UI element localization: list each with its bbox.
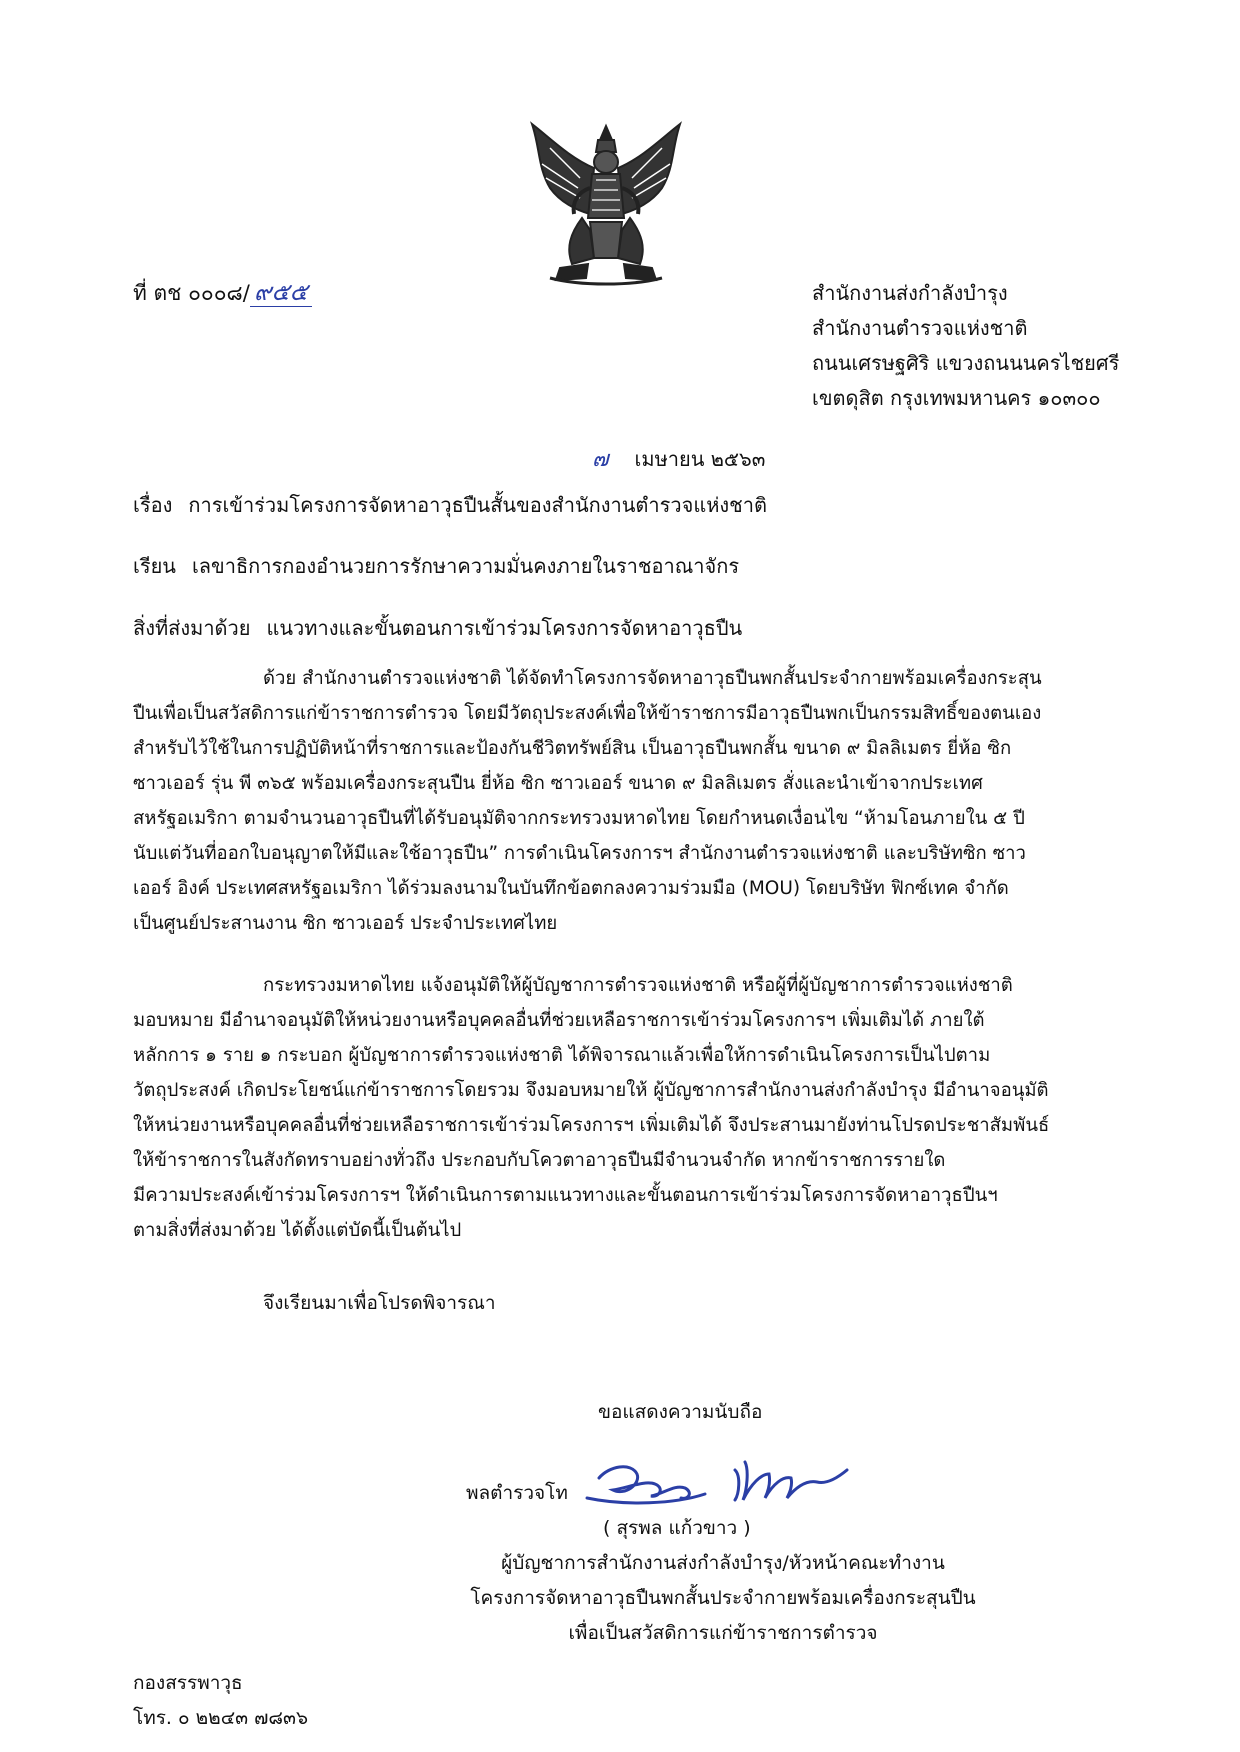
enclosure-field bbox=[133, 612, 742, 644]
document-number bbox=[133, 272, 312, 311]
paragraph-line: เออร์ อิงค์ ประเทศสหรัฐอเมริกา ได้ร่วมลงนามในบันทึกข้อตกลงความร่วมมือ (MOU) โดยบริษัท ฟิกซ์เทค จำกัด bbox=[133, 878, 1009, 899]
address-line: ถนนเศรษฐศิริ แขวงถนนนครไชยศรี bbox=[812, 351, 1120, 375]
address-line: เขตดุสิต กรุงเทพมหานคร ๑๐๓๐๐ bbox=[812, 386, 1101, 410]
body-paragraph-2 bbox=[133, 968, 1137, 1248]
sender-address bbox=[812, 276, 1119, 416]
recipient-field bbox=[133, 550, 739, 582]
address-line: สำนักงานตำรวจแห่งชาติ bbox=[812, 316, 1028, 340]
paragraph-line: ด้วย สำนักงานตำรวจแห่งชาติ ได้จัดทำโครงการจัดหาอาวุธปืนพกสั้นประจำกายพร้อมเครื่องกระสุน bbox=[263, 668, 1042, 689]
signer-position-line: ผู้บัญชาการสำนักงานส่งกำลังบำรุง/หัวหน้าคณะทำงาน bbox=[501, 1552, 945, 1574]
garuda-emblem-icon bbox=[520, 118, 692, 286]
date-month-year: เมษายน ๒๕๖๓ bbox=[634, 447, 766, 471]
paragraph-line: ตามสิ่งที่ส่งมาด้วย ได้ตั้งแต่บัดนี้เป็นต้นไป bbox=[133, 1220, 462, 1241]
recipient-value: เลขาธิการกองอำนวยการรักษาความมั่นคงภายในราชอาณาจักร bbox=[191, 554, 740, 578]
paragraph-line: วัตถุประสงค์ เกิดประโยชน์แก่ข้าราชการโดยรวม จึงมอบหมายให้ ผู้บัญชาการสำนักงานส่งกำลังบำรุง มีอำนาจอนุมัติ bbox=[133, 1080, 1049, 1101]
footer-phone: โทร. ๐ ๒๒๔๓ ๗๘๓๖ bbox=[133, 1707, 309, 1729]
signer-position-line: เพื่อเป็นสวัสดิการแก่ข้าราชการตำรวจ bbox=[568, 1622, 878, 1644]
signer-name: ( สุรพล แก้วขาว ) bbox=[603, 1517, 751, 1539]
recipient-label: เรียน bbox=[133, 554, 176, 578]
address-line: สำนักงานส่งกำลังบำรุง bbox=[812, 281, 1008, 305]
document-number-handwritten: ๙๕๕ bbox=[250, 278, 312, 307]
date-day-handwritten: ๗ bbox=[592, 447, 609, 472]
subject-label: เรื่อง bbox=[133, 493, 173, 517]
handwritten-signature bbox=[585, 1440, 855, 1515]
letter-date bbox=[592, 441, 765, 476]
enclosure-label: สิ่งที่ส่งมาด้วย bbox=[133, 616, 251, 640]
enclosure-value: แนวทางและขั้นตอนการเข้าร่วมโครงการจัดหาอาวุธปืน bbox=[266, 616, 743, 640]
closing-line: จึงเรียนมาเพื่อโปรดพิจารณา bbox=[263, 1292, 496, 1314]
signer-rank: พลตำรวจโท bbox=[466, 1482, 568, 1504]
paragraph-line: กระทรวงมหาดไทย แจ้งอนุมัติให้ผู้บัญชาการตำรวจแห่งชาติ หรือผู้ที่ผู้บัญชาการตำรวจแห่งชาติ bbox=[263, 975, 1013, 996]
signer-position-line: โครงการจัดหาอาวุธปืนพกสั้นประจำกายพร้อมเครื่องกระสุนปืน bbox=[470, 1587, 976, 1609]
paragraph-line: ให้ข้าราชการในสังกัดทราบอย่างทั่วถึง ประกอบกับโควตาอาวุธปืนมีจำนวนจำกัด หากข้าราชการรายใด bbox=[133, 1150, 946, 1171]
subject-field bbox=[133, 489, 767, 521]
paragraph-line: สหรัฐอเมริกา ตามจำนวนอาวุธปืนที่ได้รับอนุมัติจากกระทรวงมหาดไทย โดยกำหนดเงื่อนไข “ห้ามโอนภายใน ๕ ปี bbox=[133, 808, 1025, 829]
body-paragraph-1 bbox=[133, 661, 1137, 941]
subject-value: การเข้าร่วมโครงการจัดหาอาวุธปืนสั้นของสำนักงานตำรวจแห่งชาติ bbox=[188, 493, 767, 517]
regards-text: ขอแสดงความนับถือ bbox=[598, 1401, 763, 1423]
footer-department: กองสรรพาวุธ bbox=[133, 1672, 243, 1694]
document-number-prefix: ที่ ตช ๐๐๐๘/ bbox=[133, 281, 250, 305]
paragraph-line: หลักการ ๑ ราย ๑ กระบอก ผู้บัญชาการตำรวจแห่งชาติ ได้พิจารณาแล้วเพื่อให้การดำเนินโครงการเป็นไปตาม bbox=[133, 1045, 991, 1066]
paragraph-line: นับแต่วันที่ออกใบอนุญาตให้มีและใช้อาวุธปืน” การดำเนินโครงการฯ สำนักงานตำรวจแห่งชาติ และบริษัทซิก ซาว bbox=[133, 843, 1026, 864]
paragraph-line: มีความประสงค์เข้าร่วมโครงการฯ ให้ดำเนินการตามแนวทางและขั้นตอนการเข้าร่วมโครงการจัดหาอาวุธปืนฯ bbox=[133, 1185, 998, 1206]
paragraph-line: ให้หน่วยงานหรือบุคคลอื่นที่ช่วยเหลือราชการเข้าร่วมโครงการฯ เพิ่มเติมได้ จึงประสานมายังท่านโปรดประชาสัมพันธ์ bbox=[133, 1115, 1050, 1136]
paragraph-line: ซาวเออร์ รุ่น พี ๓๖๕ พร้อมเครื่องกระสุนปืน ยี่ห้อ ซิก ซาวเออร์ ขนาด ๙ มิลลิเมตร สั่งและนำเข้าจากประเทศ bbox=[133, 773, 983, 794]
paragraph-line: สำหรับไว้ใช้ในการปฏิบัติหน้าที่ราชการและป้องกันชีวิตทรัพย์สิน เป็นอาวุธปืนพกสั้น ขนาด ๙ มิลลิเมตร ยี่ห้อ ซิก bbox=[133, 738, 1012, 759]
paragraph-line: ปืนเพื่อเป็นสวัสดิการแก่ข้าราชการตำรวจ โดยมีวัตถุประสงค์เพื่อให้ข้าราชการมีอาวุธปืนพกเป็นกรรมสิทธิ์ของตนเอง bbox=[133, 703, 1042, 724]
paragraph-line: เป็นศูนย์ประสานงาน ซิก ซาวเออร์ ประจำประเทศไทย bbox=[133, 913, 558, 934]
paragraph-line: มอบหมาย มีอำนาจอนุมัติให้หน่วยงานหรือบุคคลอื่นที่ช่วยเหลือราชการเข้าร่วมโครงการฯ เพิ่มเติมได้ ภายใต้ bbox=[133, 1010, 985, 1031]
